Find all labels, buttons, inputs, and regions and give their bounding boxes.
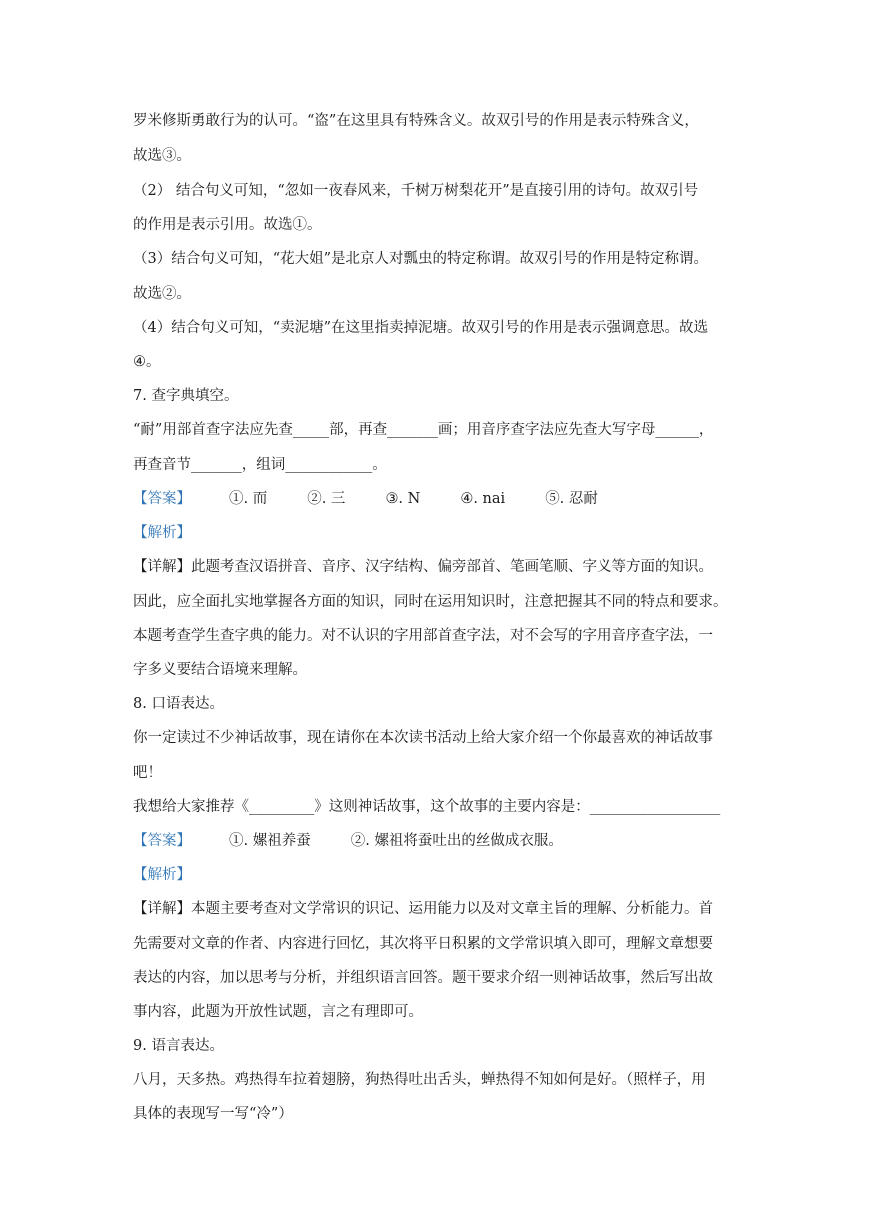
question-8-answer xyxy=(133,831,739,851)
paragraph-line: （3）结合句义可知，“花大姐”是北京人对瓢虫的特定称谓。故双引号的作用是特定称谓。 xyxy=(133,251,709,267)
question-7-text: 再查音节_______，组词____________。 xyxy=(133,457,387,473)
question-8-title: 8. 口语表达。 xyxy=(133,696,224,712)
paragraph-line: （2） 结合句义可知，“忽如一夜春风来，千树万树梨花开”是直接引用的诗句。故双引号 xyxy=(133,183,699,199)
answer-label: 【答案】 xyxy=(133,833,191,849)
analysis-label: 【解析】 xyxy=(133,867,191,883)
answer-option: ④. nai xyxy=(460,491,506,507)
detail-line: 字多义要结合语境来理解。 xyxy=(133,662,307,678)
detail-line: 【详解】本题主要考查对文学常识的识记、运用能力以及对文章主旨的理解、分析能力。首 xyxy=(133,901,713,917)
detail-line: 表达的内容，加以思考与分析，并组织语言回答。题干要求介绍一则神话故事，然后写出故 xyxy=(133,970,713,986)
question-9-text: 具体的表现写一写“冷”） xyxy=(133,1106,293,1122)
question-9-title: 9. 语言表达。 xyxy=(133,1038,224,1054)
answer-label: 【答案】 xyxy=(133,491,191,507)
paragraph-line: 罗米修斯勇敢行为的认可。“盗”在这里具有特殊含义。故双引号的作用是表示特殊含义， xyxy=(133,113,699,129)
analysis-label: 【解析】 xyxy=(133,525,191,541)
answer-option: ⑤. 忍耐 xyxy=(545,491,598,507)
detail-line: 先需要对文章的作者、内容进行回忆，其次将平日积累的文学常识填入即可，理解文章想要 xyxy=(133,936,713,952)
answer-option: ②. 三 xyxy=(307,491,346,507)
answer-option: ②. 嫘祖将蚕吐出的丝做成衣服。 xyxy=(350,833,563,849)
detail-line: 本题考查学生查字典的能力。对不认识的字用部首查字法，对不会写的字用音序查字法，一 xyxy=(133,628,713,644)
detail-line: 因此，应全面扎实地掌握各方面的知识，同时在运用知识时，注意把握其不同的特点和要求。 xyxy=(133,594,728,610)
question-7-text: “耐”用部首查字法应先查_____部，再查_______画；用音序查字法应先查大写字母______， xyxy=(133,422,714,438)
paragraph-line: 故选③。 xyxy=(133,148,191,164)
paragraph-line: （4）结合句义可知，“卖泥塘”在这里指卖掉泥塘。故双引号的作用是表示强调意思。故选 xyxy=(133,320,709,336)
detail-line: 【详解】此题考查汉语拼音、音序、汉字结构、偏旁部首、笔画笔顺、字义等方面的知识。 xyxy=(133,559,713,575)
answer-option: ③. N xyxy=(385,491,421,507)
answer-option: ①. 而 xyxy=(229,491,268,507)
question-8-text: 你一定读过不少神话故事，现在请你在本次读书活动上给大家介绍一个你最喜欢的神话故事 xyxy=(133,730,713,746)
detail-line: 事内容，此题为开放性试题，言之有理即可。 xyxy=(133,1004,423,1020)
paragraph-line: 的作用是表示引用。故选①。 xyxy=(133,217,322,233)
paragraph-line: 故选②。 xyxy=(133,286,191,302)
paragraph-line: ④。 xyxy=(133,354,161,370)
question-8-text: 我想给大家推荐《_________》这则神话故事，这个故事的主要内容是：__________________ xyxy=(133,799,721,815)
question-8-text: 吧！ xyxy=(133,765,162,781)
question-7-title: 7. 查字典填空。 xyxy=(133,388,239,404)
answer-option: ①. 嫘祖养蚕 xyxy=(229,833,311,849)
question-9-text: 八月，天多热。鸡热得车拉着翅膀，狗热得吐出舌头，蝉热得不知如何是好。（照样子，用 xyxy=(133,1072,706,1088)
question-7-answer xyxy=(133,489,739,509)
